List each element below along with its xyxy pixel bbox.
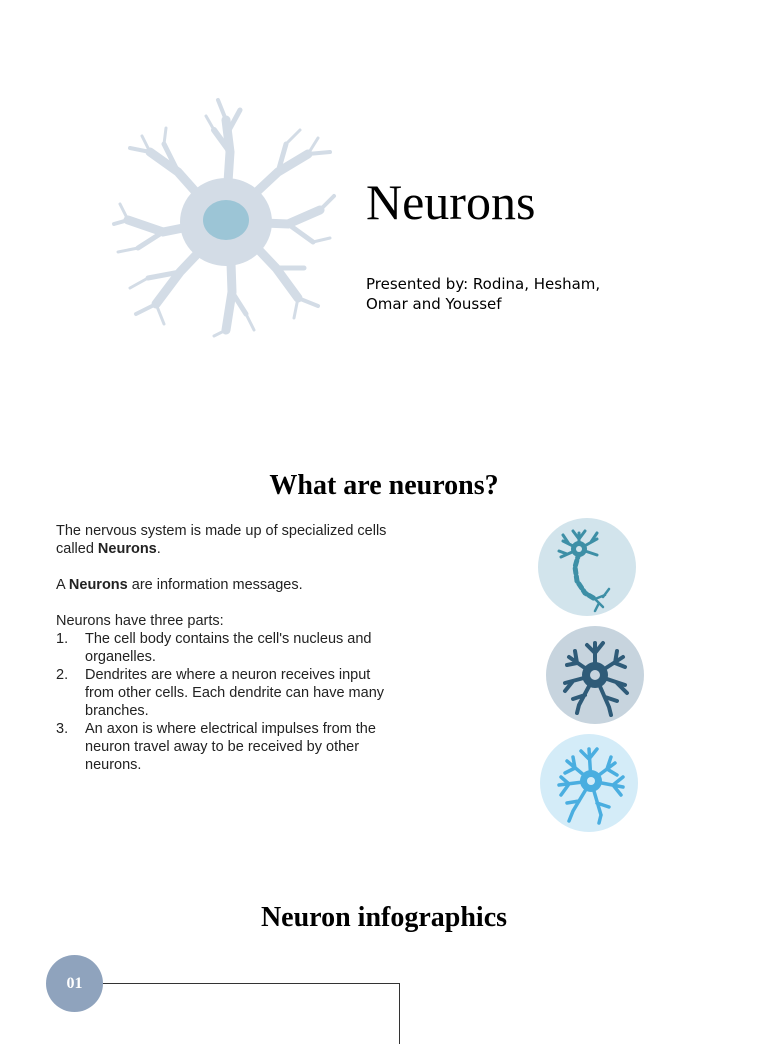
neuron-illustration [108, 92, 338, 340]
list-text: organelles. [85, 649, 156, 665]
intro-text: The nervous system is made up of specialized cells [56, 523, 387, 539]
presenters-text [366, 274, 626, 314]
dark-neuron-icon [545, 625, 645, 725]
infographic-step-box [103, 983, 400, 1044]
list-text: neuron travel away to be received by other [85, 739, 360, 755]
info-paragraph [56, 576, 416, 594]
page-title: Neurons [366, 174, 536, 230]
list-item [56, 666, 416, 720]
list-text: from other cells. Each dendrite can have many [85, 685, 385, 701]
info-text: are information messages. [127, 577, 303, 593]
list-text: An axon is where electrical impulses from the [85, 721, 376, 737]
section-heading-what-are-neurons: What are neurons? [269, 470, 499, 501]
list-text: branches. [85, 703, 149, 719]
intro-bold-term: Neurons [97, 541, 157, 557]
presenters-line: Presented by: Rodina, Hesham, [366, 275, 601, 293]
info-text: A [56, 577, 69, 593]
parts-list [56, 630, 416, 774]
list-item [56, 630, 416, 666]
intro-text: called [56, 541, 98, 557]
info-bold-term: Neurons [68, 577, 128, 593]
light-neuron-icon [539, 733, 639, 833]
list-text: Dendrites are where a neuron receives input [85, 667, 371, 683]
list-item [56, 720, 416, 774]
intro-text: . [156, 541, 161, 557]
parts-intro: Neurons have three parts: [56, 613, 224, 629]
step-number-badge: 01 [46, 955, 103, 1012]
axon-neuron-icon [537, 517, 637, 617]
list-number: 2. [56, 667, 69, 683]
presenters-line: Omar and Youssef [366, 295, 502, 313]
list-number: 1. [56, 631, 69, 647]
list-text: The cell body contains the cell's nucleus and [85, 631, 372, 647]
list-text: neurons. [85, 757, 142, 773]
list-number: 3. [56, 721, 69, 737]
neurons-description [56, 522, 416, 774]
section-heading-neuron-infographics: Neuron infographics [260, 902, 508, 933]
intro-paragraph [56, 522, 416, 558]
